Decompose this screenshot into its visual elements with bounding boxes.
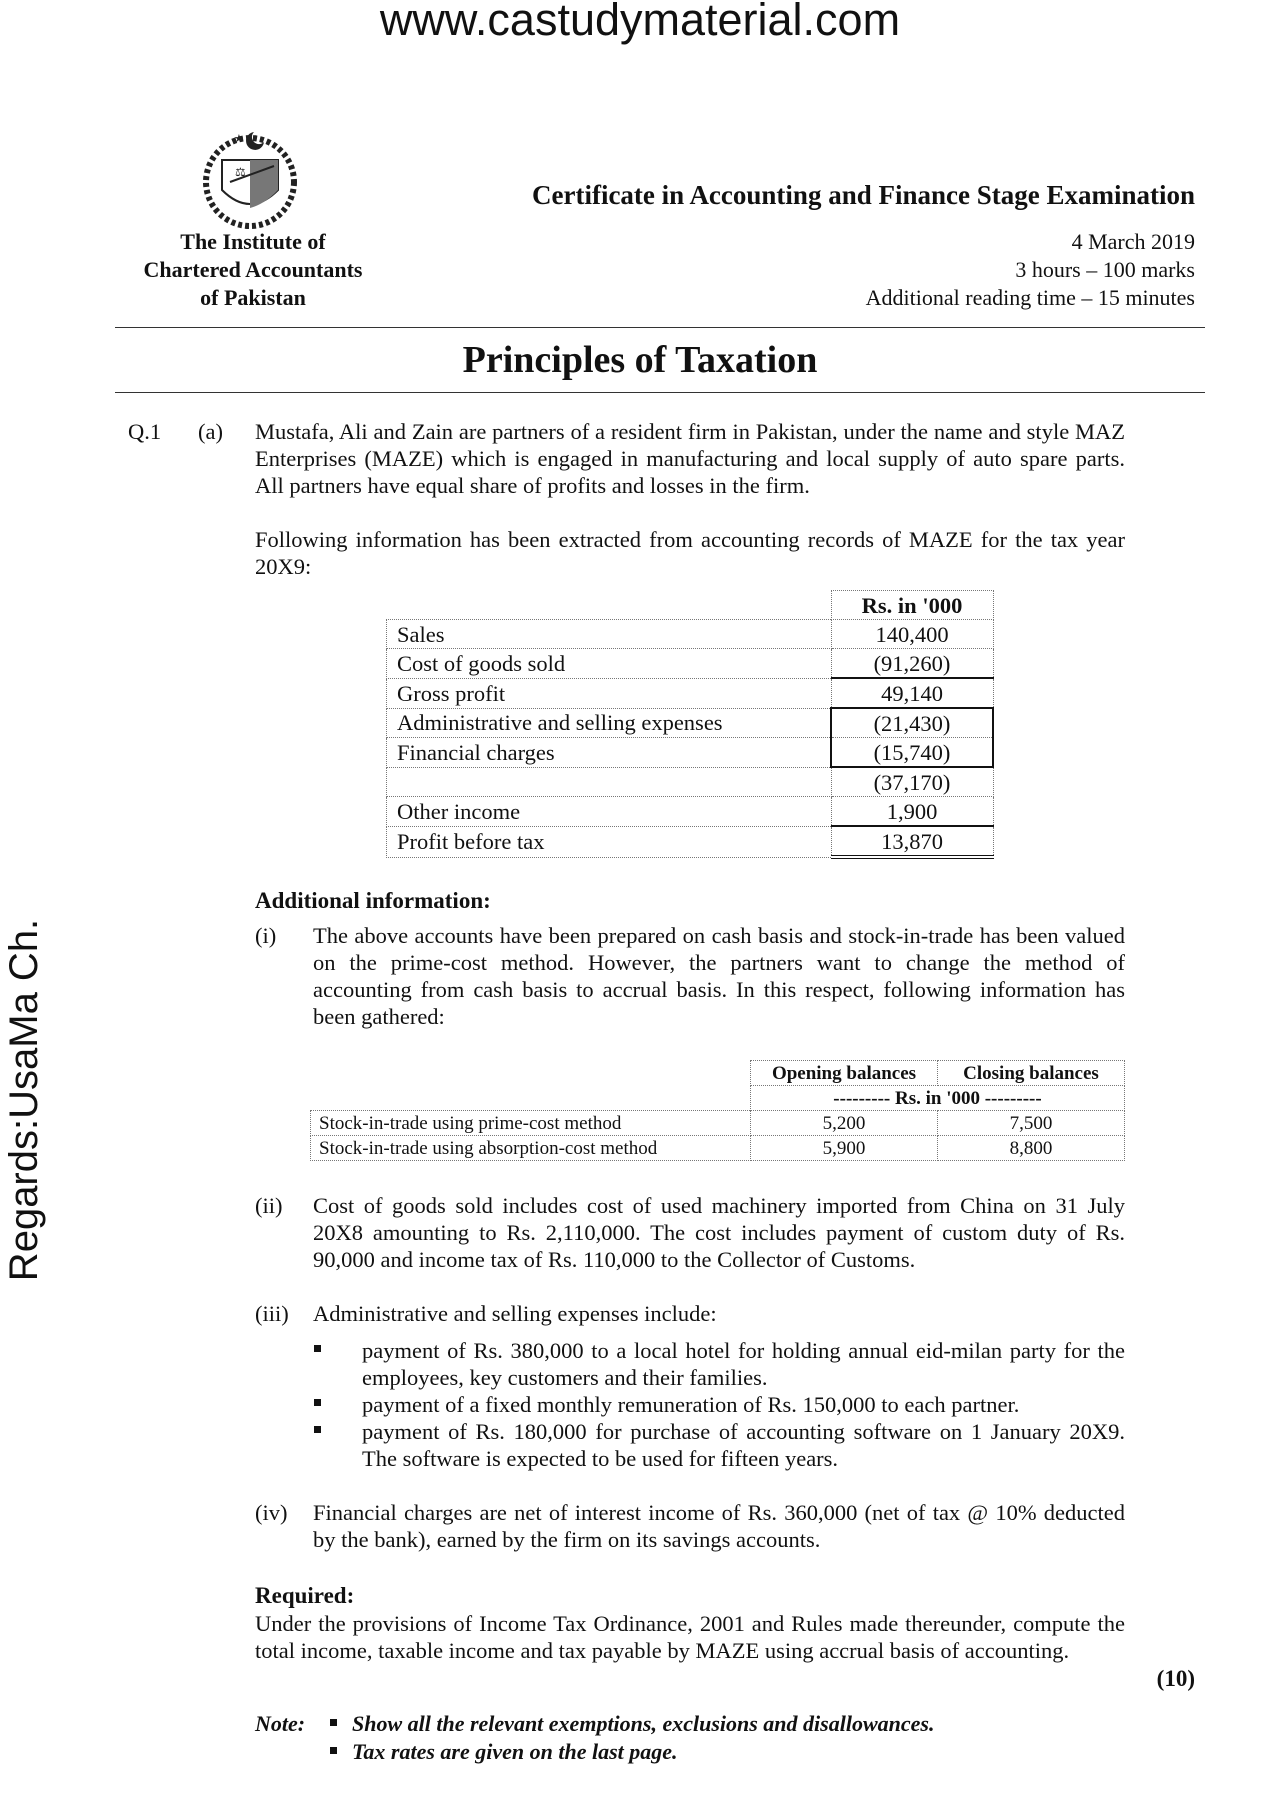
item-iii-label: (iii)	[255, 1301, 289, 1326]
item-ii-label: (ii)	[255, 1193, 283, 1218]
required-heading: Required:	[255, 1583, 355, 1608]
paper-title: Principles of Taxation	[462, 339, 818, 381]
table-row: Administrative and selling expenses (21,430)	[387, 708, 994, 738]
item-ii-text: Cost of goods sold includes cost of used machinery imported from China on 31 July 20X8 amounting to Rs. 2,110,000. The cost includes payment of custom duty of Rs. 90,000 and income tax of Rs. 110,000 to the Collector of Customs.	[313, 1193, 1125, 1272]
svg-text:⚖: ⚖	[235, 165, 246, 179]
side-watermark	[2, 918, 46, 1282]
note-item: Tax rates are given on the last page.	[352, 1739, 678, 1764]
table-row: Other income 1,900	[387, 797, 994, 827]
required-text: Under the provisions of Income Tax Ordinance, 2001 and Rules made thereunder, compute the total income, taxable income and tax payable by MAZE using accrual basis of accounting.	[255, 1611, 1125, 1663]
list-item: payment of Rs. 380,000 to a local hotel for holding annual eid-milan party for the employees, key customers and their families.	[362, 1337, 1125, 1391]
marks: (10)	[1156, 1666, 1195, 1691]
bullet-icon	[314, 1399, 321, 1406]
table-row: Gross profit 49,140	[387, 678, 994, 708]
profit-loss-table	[386, 590, 994, 859]
table-header-row	[387, 591, 994, 620]
table-row: Stock-in-trade using absorption-cost method 5,900 8,800	[311, 1136, 1125, 1161]
institute-line-1: The Institute of	[180, 229, 326, 254]
list-item: payment of a fixed monthly remuneration of Rs. 150,000 to each partner.	[362, 1391, 1125, 1418]
additional-info-heading: Additional information:	[255, 888, 491, 913]
note-line-1	[255, 1710, 1155, 1738]
bullet-icon	[330, 1747, 337, 1754]
exam-title: Certificate in Accounting and Finance Stage Examination	[532, 180, 1195, 210]
table-header-row	[311, 1061, 1125, 1086]
item-iv-label: (iv)	[255, 1500, 288, 1525]
opening-header: Opening balances	[751, 1061, 938, 1086]
table-row: Cost of goods sold (91,260)	[387, 649, 994, 679]
question-number: Q.1	[128, 419, 162, 444]
table-row: (37,170)	[387, 767, 994, 797]
closing-header: Closing balances	[938, 1061, 1125, 1086]
header-rule-top	[115, 327, 1205, 328]
exam-date: 4 March 2019	[1071, 229, 1195, 254]
note-label: Note:	[255, 1711, 306, 1736]
item-i-text: The above accounts have been prepared on cash basis and stock-in-trade has been valued on the prime-cost method. However, the partners want to change the method of accounting from cash basis to accrual basis. In this respect, following information has been gathered:	[313, 923, 1125, 1029]
stock-table	[310, 1060, 1125, 1161]
question-part: (a)	[198, 419, 223, 444]
table-header: Rs. in '000	[831, 591, 993, 620]
bullet-icon	[314, 1426, 321, 1433]
question-extract: Following information has been extracted from accounting records of MAZE for the tax year 20X9:	[255, 527, 1125, 579]
table-row: Stock-in-trade using prime-cost method 5,200 7,500	[311, 1111, 1125, 1136]
svg-text:★: ★	[234, 132, 244, 145]
exam-meta	[700, 228, 1195, 312]
item-i-label: (i)	[255, 923, 277, 948]
header-rule-bottom	[115, 392, 1205, 393]
table-row: Financial charges (15,740)	[387, 738, 994, 768]
note	[255, 1710, 1155, 1766]
bullet-icon	[330, 1719, 337, 1726]
note-line-2	[255, 1738, 1155, 1766]
side-watermark-text: Regards:UsaMa Ch.	[2, 918, 46, 1282]
table-row: Sales 140,400	[387, 620, 994, 649]
unit-label: --------- Rs. in '000 ---------	[751, 1086, 1125, 1111]
unit-row	[311, 1086, 1125, 1111]
exam-duration: 3 hours – 100 marks	[1015, 257, 1195, 282]
institute-name	[108, 228, 398, 312]
institute-logo-icon	[190, 120, 310, 230]
institute-line-2: Chartered Accountants	[143, 257, 363, 282]
note-item: Show all the relevant exemptions, exclusions and disallowances.	[352, 1711, 935, 1736]
institute-line-3: of Pakistan	[200, 285, 306, 310]
table-row: Profit before tax 13,870	[387, 826, 994, 857]
item-iii-text: Administrative and selling expenses include:	[313, 1301, 717, 1326]
item-iv-text: Financial charges are net of interest income of Rs. 360,000 (net of tax @ 10% deducted by the bank), earned by the firm on its savings accounts.	[313, 1500, 1125, 1552]
bullet-icon	[314, 1345, 321, 1352]
exam-reading-time: Additional reading time – 15 minutes	[865, 285, 1195, 310]
list-item: payment of Rs. 180,000 for purchase of accounting software on 1 January 20X9. The software is expected to be used for fifteen years.	[362, 1418, 1125, 1472]
site-watermark: www.castudymaterial.com	[379, 0, 901, 45]
question-intro: Mustafa, Ali and Zain are partners of a resident firm in Pakistan, under the name and style MAZ Enterprises (MAZE) which is engaged in manufacturing and local supply of auto spare parts. All partners have equal share of profits and losses in the firm.	[255, 419, 1125, 498]
